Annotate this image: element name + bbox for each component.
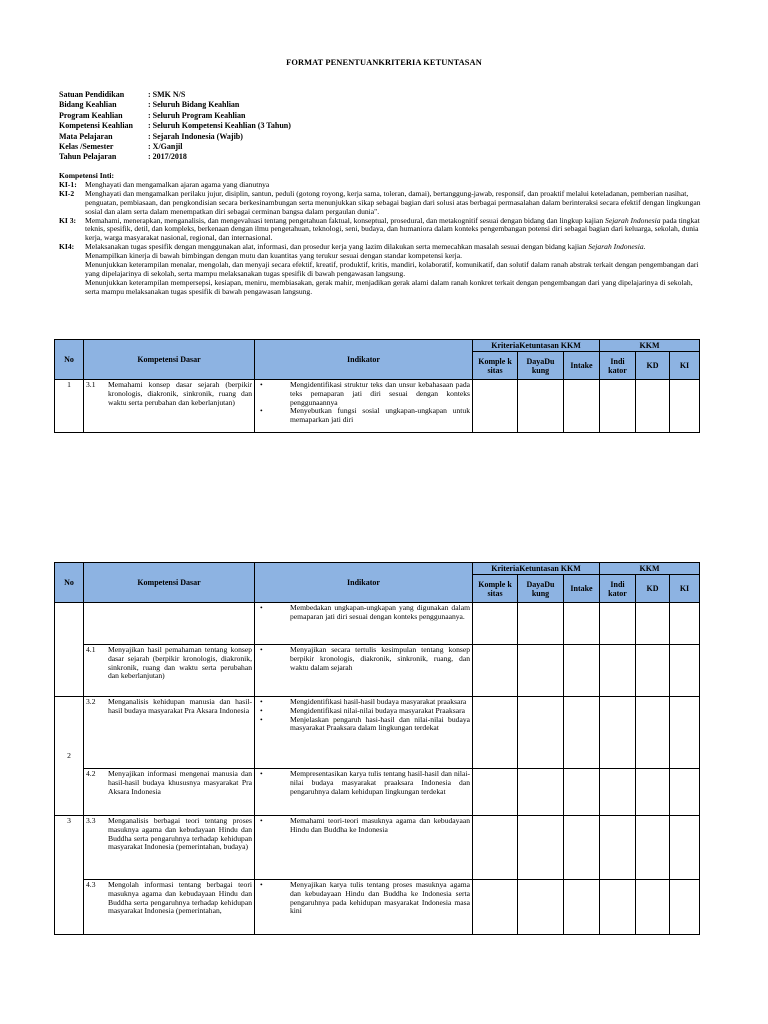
empty-cell [564, 816, 600, 880]
indikator-cell [255, 769, 473, 816]
bullet-icon: • [260, 406, 263, 416]
kd-cell [84, 380, 255, 433]
row-number: 2 [55, 697, 84, 816]
empty-cell [600, 769, 636, 816]
empty-cell [473, 697, 518, 769]
indikator-item [257, 381, 470, 407]
indikator-item [257, 770, 470, 796]
ki3-italic: Sejarah Indonesia [605, 215, 661, 225]
meta-value: : Sejarah Indonesia (Wajib) [148, 131, 243, 141]
meta-value: : SMK N/S [148, 90, 186, 99]
bullet-icon: • [260, 816, 263, 825]
header-indikator-kkm: Indi kator [600, 352, 636, 380]
meta-label: Bidang Keahlian [59, 100, 117, 110]
empty-cell [518, 645, 564, 697]
indikator-cell [255, 380, 473, 433]
header-no: No [55, 340, 84, 380]
header-kriteria-ketuntasan: KriteriaKetuntasan KKM [473, 563, 600, 575]
indikator-text: Mengidentifikasi hasil-hasil budaya masyarakat praaksara [290, 697, 467, 706]
indikator-text: Mengidentifikasi nilai-nilai budaya masyarakat Praaksara [290, 705, 466, 715]
kd-code: 4.1 [86, 645, 96, 654]
kd-text: Memahami konsep dasar sejarah (berpikir kronologis, diakronik, sinkronik, ruang dan waktu serta perubahan dan keberlanjutan) [108, 380, 252, 407]
header-kriteria-ketuntasan: KriteriaKetuntasan KKM [473, 340, 600, 352]
indikator-item [257, 646, 470, 672]
empty-cell [518, 697, 564, 769]
indikator-item [257, 817, 470, 835]
ki3-text-b: pada tingkat teknis, spesifik, detil, dan kompleks, berkenaan dengan ilmu pengetahuan, teknologi, seni, budaya, dan humaniora dalam konteks pengembangan potensi diri sebagai bagian dari keluarga, sekolah, dunia kerja, warga masyarakat nasional, regional, dan internasional. [85, 215, 700, 243]
header-indikator: Indikator [255, 340, 473, 380]
indikator-text: Menyajikan karya tulis tentang proses masuknya agama dan kebudayaan Hindu dan Buddha ke Indonesia serta pengaruhnya pada kehidupan masyarakat Indonesia masa kini [290, 880, 470, 916]
indikator-cell [255, 816, 473, 880]
empty-cell [518, 880, 564, 935]
empty-cell [564, 880, 600, 935]
empty-cell [473, 816, 518, 880]
kd-cell [84, 697, 255, 769]
ki-2 [59, 190, 704, 217]
indikator-text: Membedakan ungkapan-ungkapan yang digunakan dalam pemaparan jati diri sesuai dengan konteks penggunaanya. [290, 603, 470, 621]
empty-cell [636, 880, 670, 935]
empty-cell [670, 380, 700, 433]
empty-cell [670, 645, 700, 697]
empty-cell [564, 697, 600, 769]
header-intake: Intake [564, 575, 600, 603]
header-kompetensi-dasar: Kompetensi Dasar [84, 340, 255, 380]
kd-cell [84, 880, 255, 935]
meta-value: : Seluruh Kompetensi Keahlian (3 Tahun) [148, 121, 291, 131]
header-kompleksitas: Komple k sitas [473, 575, 518, 603]
indikator-text: Mempresentasikan karya tulis tentang hasil-hasil dan nilai-nilai budaya masyarakat praaksara Indonesia dan pengaruhnya dalam kehidupan lingkungan terdekat [290, 769, 470, 796]
empty-cell [473, 380, 518, 433]
row-number: 3 [55, 816, 84, 935]
empty-cell [564, 645, 600, 697]
kd-code: 3.3 [86, 816, 96, 825]
empty-cell [564, 603, 600, 645]
empty-cell [670, 769, 700, 816]
indikator-cell [255, 697, 473, 769]
empty-cell [600, 645, 636, 697]
header-ki-kkm: KI [670, 575, 700, 603]
indikator-item [257, 881, 470, 916]
bullet-icon: • [260, 645, 263, 654]
identity-block [59, 90, 291, 163]
kd-code: 4.2 [86, 769, 96, 778]
ki4-paragraph: Menampilkan kinerja di bawah bimbingan dengan mutu dan kuantitas yang terukur sesuai dengan standar kompetensi kerja. [85, 251, 463, 261]
indikator-item [257, 407, 470, 425]
row-number: 1 [55, 380, 84, 433]
kd-text: Mengolah informasi tentang berbagai teori masuknya agama dan kebudayaan Hindu dan Buddha serta pengaruhnya terhadap kehidupan masyarakat Indonesia (pemerintahan, [108, 880, 252, 916]
indikator-cell [255, 645, 473, 697]
header-kompleksitas: Komple k sitas [473, 352, 518, 380]
indikator-text: Menyajikan secara tertulis kesimpulan tentang konsep berpikir kronologis, diakronik, sinkronik, ruang, dan waktu dalam sejarah [290, 645, 470, 672]
empty-cell [670, 697, 700, 769]
ki4-paragraph: Menunjukkan keterampilan menalar, mengolah, dan menyaji secara efektif, kreatif, produktif, kritis, mandiri, kolaboratif, komunikatif, dan solutif dalam ranah abstrak terkait dengan pengembangan dari yang dipelajarinya di sekolah, serta mampu melaksanakan tugas spesifik di bawah pengawasan langsung. [85, 260, 699, 278]
header-no: No [55, 563, 84, 603]
header-indikator: Indikator [255, 563, 473, 603]
kkm-table-1 [54, 339, 700, 433]
empty-cell [670, 880, 700, 935]
table-row [55, 645, 700, 697]
empty-cell [518, 603, 564, 645]
meta-row [59, 111, 291, 121]
header-indikator-kkm: Indi kator [600, 575, 636, 603]
meta-label: Tahun Pelajaran [59, 152, 117, 162]
table-row [55, 603, 700, 645]
header-kd-kkm: KD [636, 575, 670, 603]
empty-cell [473, 603, 518, 645]
ki-code: KI-2 [59, 188, 75, 198]
meta-label: Satuan Pendidikan [59, 90, 125, 99]
empty-cell [636, 816, 670, 880]
header-daya-dukung: DayaDu kung [518, 575, 564, 603]
header-kkm: KKM [600, 563, 700, 575]
table-row [55, 769, 700, 816]
bullet-icon: • [260, 380, 263, 389]
header-kompetensi-dasar: Kompetensi Dasar [84, 563, 255, 603]
ki4-paragraph: Menunjukkan keterampilan mempersepsi, kesiapan, meniru, membiasakan, gerak mahir, menjadikan gerak alami dalam ranah konkret terkait dengan pengembangan dari yang dipelajarinya di sekolah, serta mampu melaksanakan tugas spesifik di bawah pengawasan langsung. [85, 277, 693, 296]
empty-cell [518, 380, 564, 433]
empty-cell [473, 769, 518, 816]
kd-text: Menganalisis berbagai teori tentang proses masuknya agama dan kebudayaan Hindu dan Buddha serta pengaruhnya terhadap kehidupan masyarakat Indonesia (pemerintahan, budaya) [108, 816, 252, 852]
ki-text: Menghayati dan mengamalkan ajaran agama yang dianutnya [85, 179, 270, 189]
meta-row [59, 121, 291, 131]
empty-cell [600, 603, 636, 645]
indikator-item [257, 604, 470, 622]
ki4-italic: Sejarah Indonesia. [588, 242, 646, 252]
kd-cell [84, 645, 255, 697]
ki-code: KI 3: [59, 215, 77, 225]
empty-cell [636, 645, 670, 697]
table-row [55, 697, 700, 769]
kd-text: Menganalisis kehidupan manusia dan hasil-hasil budaya masyarakat Pra Aksara Indonesia [108, 697, 252, 715]
meta-value: : Seluruh Program Keahlian [148, 110, 246, 120]
kd-code: 4.3 [86, 880, 96, 889]
kd-cell [84, 769, 255, 816]
header-kkm: KKM [600, 340, 700, 352]
meta-value: : Seluruh Bidang Keahlian [148, 100, 240, 110]
table-row [55, 816, 700, 880]
row-number [55, 603, 84, 697]
empty-cell [636, 769, 670, 816]
indikator-text: Mengidentifikasi struktur teks dan unsur kebahasaan pada teks pemaparan jati diri sesuai dengan konteks penggunaannya [290, 380, 470, 407]
meta-row [59, 132, 291, 142]
indikator-item [257, 716, 470, 734]
empty-cell [600, 880, 636, 935]
document-title: FORMAT PENENTUANKRITERIA KETUNTASAN [286, 58, 482, 67]
empty-cell [670, 816, 700, 880]
empty-cell [636, 697, 670, 769]
ki-code: KI4: [59, 242, 75, 252]
meta-label: Program Keahlian [59, 110, 123, 120]
indikator-cell [255, 603, 473, 645]
header-ki-kkm: KI [670, 352, 700, 380]
empty-cell [636, 603, 670, 645]
empty-cell [600, 380, 636, 433]
bullet-icon: • [260, 705, 263, 715]
kd-code: 3.2 [86, 697, 96, 706]
meta-label: Mata Pelajaran [59, 131, 113, 141]
ki-code: KI-1: [59, 179, 77, 189]
meta-value: : X/Ganjil [148, 142, 183, 152]
kd-text: Menyajikan informasi mengenai manusia dan hasil-hasil budaya khususnya masyarakat Pra Aksara Indonesia [108, 769, 252, 796]
meta-label: Kelas /Semester [59, 142, 114, 152]
empty-cell [600, 697, 636, 769]
table-row [55, 380, 700, 433]
meta-row [59, 90, 291, 100]
indikator-text: Menyebutkan fungsi sosial ungkapan-ungkapan untuk memaparkan jati diri [290, 406, 470, 425]
empty-cell [564, 769, 600, 816]
meta-row [59, 142, 291, 152]
meta-label: Kompetensi Keahlian [59, 121, 134, 131]
kd-cell [84, 816, 255, 880]
bullet-icon: • [260, 769, 263, 778]
empty-cell [670, 603, 700, 645]
meta-value: : 2017/2018 [148, 152, 187, 162]
header-intake: Intake [564, 352, 600, 380]
bullet-icon: • [260, 697, 263, 706]
empty-cell [473, 880, 518, 935]
meta-row [59, 152, 291, 162]
bullet-icon: • [260, 714, 263, 724]
ki-3 [59, 217, 704, 244]
kompetensi-inti-section [59, 172, 704, 297]
empty-cell [600, 816, 636, 880]
kd-cell [84, 603, 255, 645]
empty-cell [564, 380, 600, 433]
bullet-icon: • [260, 880, 263, 889]
header-kd-kkm: KD [636, 352, 670, 380]
table-row [55, 880, 700, 935]
ki3-text-a: Memahami, menerapkan, menganalisis, dan mengevaluasi tentang pengetahuan faktual, konseptual, prosedural, dan metakognitif sesuai dengan bidang dan lingkup kajian [85, 215, 606, 225]
ki4-text: Melaksanakan tugas spesifik dengan menggunakan alat, informasi, dan prosedur kerja yang lazim dilakukan serta memecahkan masalah sesuai dengan bidang kajian [85, 242, 589, 252]
indikator-text: Memahami teori-teori masuknya agama dan kebudayaan Hindu dan Buddha ke Indonesia [290, 816, 470, 834]
ki-heading: Kompetensi Inti: [59, 171, 115, 180]
indikator-text: Menjelaskan pengaruh hasi-hasil dan nilai-nilai budaya masyarakat Praaksara dalam lingkungan terdekat [290, 714, 470, 733]
empty-cell [636, 380, 670, 433]
empty-cell [518, 816, 564, 880]
indikator-cell [255, 880, 473, 935]
ki-text: Menghayati dan mengamalkan perilaku jujur, disiplin, santun, peduli (gotong royong, kerja sama, toleran, damai), bertanggung-jawab, responsif, dan proaktif melalui keteladanan, pemberian nasihat, penguatan, pembiasaan, dan pengkondisian secara berkesinambungan serta menunjukkan sikap sebagai bagian dari solusi atas berbagai permasalahan dalam berinteraksi secara efektif dengan lingkungan sosial dan alam serta dalam menempatkan diri sebagai cerminan bangsa dalam pergaulan dunia". [85, 188, 701, 216]
header-daya-dukung: DayaDu kung [518, 352, 564, 380]
kd-text: Menyajikan hasil pemahaman tentang konsep dasar sejarah (berpikir kronologis, diakronik, sinkronik, ruang dan waktu serta perubahan dan keberlanjutan) [108, 645, 252, 681]
empty-cell [473, 645, 518, 697]
bullet-icon: • [260, 603, 263, 612]
meta-row [59, 100, 291, 110]
kkm-table-2 [54, 562, 700, 935]
kd-code: 3.1 [86, 380, 96, 389]
empty-cell [518, 769, 564, 816]
ki-text [85, 217, 704, 244]
